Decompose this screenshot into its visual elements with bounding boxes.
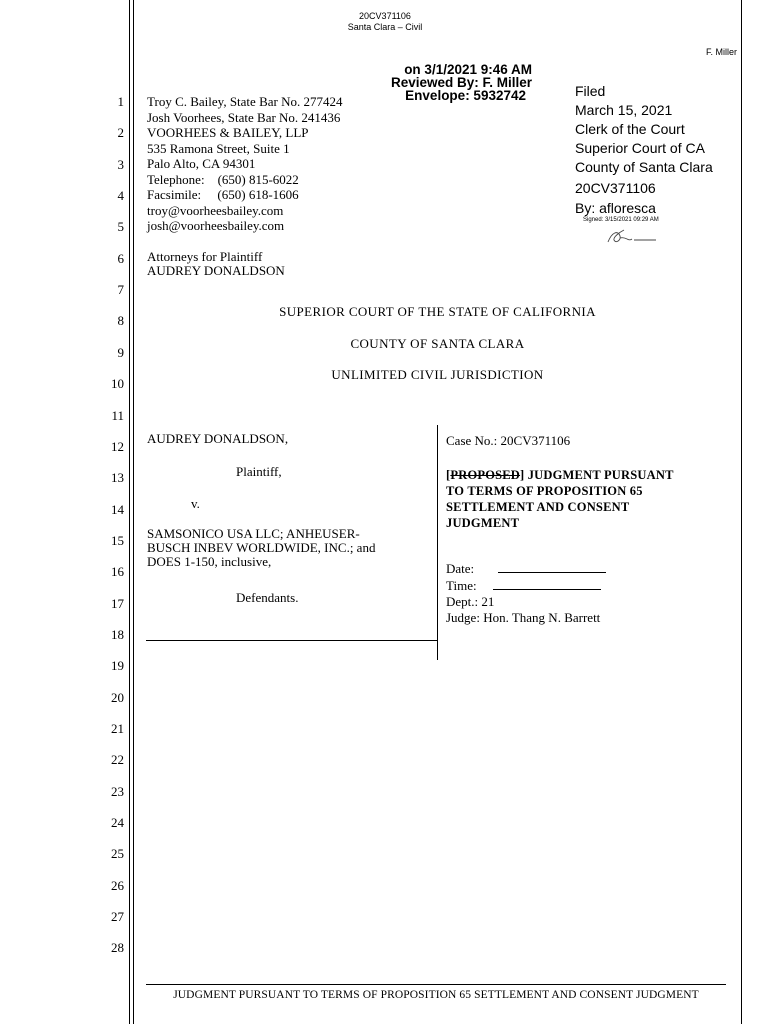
court-jurisdiction: UNLIMITED CIVIL JURISDICTION [331, 367, 544, 382]
line-number: 25 [111, 846, 124, 862]
footer-rule [146, 984, 726, 985]
line-number: 6 [117, 250, 124, 266]
caption-divider [437, 425, 438, 660]
line-number: 24 [111, 815, 124, 831]
left-margin-rule-inner [133, 0, 134, 1024]
counsel-line: Telephone: (650) 815-6022 [147, 171, 299, 187]
line-number: 4 [117, 188, 124, 204]
filed-by: By: afloresca [575, 200, 656, 216]
filed-court: Superior Court of CA [575, 140, 705, 156]
counsel-email: troy@voorheesbailey.com [147, 202, 284, 218]
court-county: COUNTY OF SANTA CLARA [350, 336, 525, 351]
line-number: 28 [111, 940, 124, 956]
hearing-date-blank[interactable] [498, 560, 606, 573]
filed-label: Filed [575, 83, 606, 99]
title-line1: ] JUDGMENT PURSUANT [520, 468, 674, 482]
line-number: 21 [111, 721, 124, 736]
counsel-line: Josh Voorhees, State Bar No. 241436 [147, 109, 341, 125]
counsel-line: VOORHEES & BAILEY, LLP [147, 125, 309, 140]
attorneys-for-label: Attorneys for Plaintiff [147, 249, 263, 264]
title-line4: JUDGMENT [446, 516, 520, 530]
caption-defendant-line: BUSCH INBEV WORLDWIDE, INC.; and [147, 540, 376, 555]
line-number: 16 [111, 564, 124, 580]
title-line2: TO TERMS OF PROPOSITION 65 [446, 484, 643, 498]
clerk-signature-icon [604, 226, 664, 248]
line-number: 9 [117, 344, 124, 360]
caption-plaintiff-role: Plaintiff, [236, 464, 282, 479]
left-margin-rule-outer [129, 0, 130, 1024]
filed-clerk: Clerk of the Court [575, 121, 685, 137]
caption-defendants [147, 527, 375, 569]
line-number: 5 [117, 219, 124, 235]
line-number: 7 [117, 282, 124, 298]
header-case-number: 20CV371106 [359, 11, 411, 21]
filed-stamp [575, 82, 713, 218]
receipt-reviewer: Reviewed By: F. Miller [390, 75, 532, 90]
line-number: 1 [117, 94, 124, 109]
counsel-line: Facsimile: (650) 618-1606 [147, 187, 299, 202]
caption-defendant-line: SAMSONICO USA LLC; ANHEUSER- [147, 526, 360, 541]
hearing-date-label: Date: [446, 561, 475, 576]
title-bracket-open: [ [446, 468, 451, 482]
hearing-time-row [446, 577, 606, 594]
counsel-line: Palo Alto, CA 94301 [147, 156, 256, 171]
court-name: SUPERIOR COURT OF THE STATE OF CALIFORNIA [279, 304, 596, 319]
attorneys-for-block [147, 250, 285, 278]
counsel-block [147, 94, 342, 234]
receipt-datetime: on 3/1/2021 9:46 AM [404, 62, 532, 77]
line-number: 2 [117, 125, 124, 141]
line-number: 15 [111, 532, 124, 548]
hearing-date-row [446, 560, 606, 577]
filed-case: 20CV371106 [575, 180, 656, 196]
counsel-line: 535 Ramona Street, Suite 1 [147, 140, 290, 156]
counsel-email: josh@voorheesbailey.com [147, 218, 285, 233]
hearing-time-label: Time: [446, 578, 477, 593]
document-header [0, 11, 770, 33]
line-number: 27 [111, 909, 124, 925]
header-clerk-initial: F. Miller [706, 47, 737, 57]
filed-date: March 15, 2021 [575, 102, 673, 118]
line-number: 22 [111, 752, 124, 768]
caption-bottom-rule [146, 640, 438, 641]
document-title [446, 467, 674, 531]
line-number: 13 [111, 470, 124, 486]
receipt-stamp [340, 63, 532, 102]
caption-plaintiff: AUDREY DONALDSON, [147, 431, 289, 446]
filed-county: County of Santa Clara [575, 159, 713, 175]
line-number: 23 [111, 783, 124, 799]
hearing-dept: Dept.: 21 [446, 594, 495, 609]
hearing-judge: Judge: Hon. Thang N. Barrett [446, 610, 601, 625]
caption-defendant-line: DOES 1-150, inclusive, [147, 554, 272, 569]
title-line3: SETTLEMENT AND CONSENT [446, 500, 630, 514]
title-proposed: PROPOSED [450, 468, 521, 482]
right-margin-rule [741, 0, 742, 1024]
line-number: 14 [111, 501, 124, 517]
line-number: 26 [111, 877, 124, 893]
caption-versus: v. [191, 496, 200, 511]
line-number: 12 [111, 438, 124, 454]
header-court-type: Santa Clara – Civil [347, 22, 423, 32]
attorneys-for-party: AUDREY DONALDSON [147, 263, 285, 278]
counsel-line: Troy C. Bailey, State Bar No. 277424 [147, 94, 343, 109]
hearing-info [446, 560, 606, 626]
line-number: 3 [117, 156, 124, 172]
footer-title: JUDGMENT PURSUANT TO TERMS OF PROPOSITION 65 SETTLEMENT AND CONSENT JUDGMENT [173, 989, 699, 1001]
caption-defendants-role: Defendants. [236, 590, 299, 605]
line-number: 11 [111, 407, 124, 423]
line-number: 19 [111, 658, 124, 674]
line-number: 8 [117, 313, 124, 329]
hearing-time-blank[interactable] [493, 577, 601, 590]
line-number: 10 [111, 376, 124, 392]
filed-signed-timestamp: Signed: 3/15/2021 09:29 AM [583, 217, 659, 223]
receipt-envelope: Envelope: 5932742 [405, 88, 526, 103]
line-number: 17 [111, 595, 124, 611]
line-number: 18 [111, 626, 124, 642]
line-number: 20 [111, 689, 124, 705]
caption-case-number: Case No.: 20CV371106 [446, 433, 571, 448]
